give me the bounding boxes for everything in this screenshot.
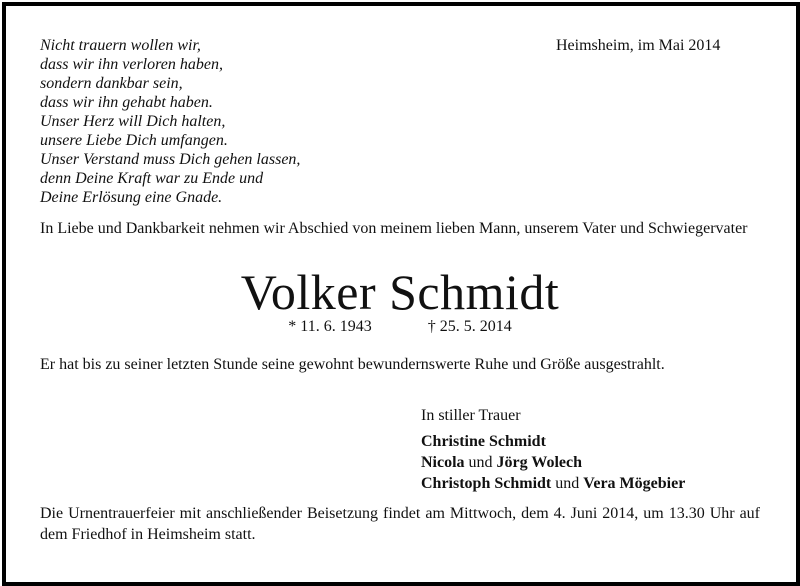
birth-date: * 11. 6. 1943 — [288, 318, 372, 335]
conjunction: und — [555, 475, 580, 492]
mourner-name: Christoph Schmidt — [421, 475, 552, 492]
poem-line: denn Deine Kraft war zu Ende und — [40, 170, 264, 187]
life-dates — [0, 317, 800, 337]
poem-line: dass wir ihn gehabt haben. — [40, 94, 213, 111]
mourner-row — [421, 452, 685, 473]
mourner-name: Vera Mögebier — [583, 475, 686, 492]
mourner-name: Nicola — [421, 454, 465, 471]
mourners-block — [421, 405, 685, 494]
mourner-name: Jörg Wolech — [496, 454, 583, 471]
poem-line: dass wir ihn verloren haben, — [40, 56, 223, 73]
poem-line: unsere Liebe Dich umfangen. — [40, 132, 228, 149]
poem — [40, 36, 300, 207]
poem-line: Unser Herz will Dich halten, — [40, 113, 226, 130]
mourner-row — [421, 431, 685, 452]
poem-line: sondern dankbar sein, — [40, 75, 183, 92]
mourner-name: Christine Schmidt — [421, 433, 546, 450]
poem-line: Deine Erlösung eine Gnade. — [40, 189, 223, 206]
funeral-notice: Die Urnentrauerfeier mit anschließender Beisetzung findet am Mittwoch, dem 4. Juni 2014, um 13.30 Uhr auf dem Friedhof in Heimsheim statt. — [40, 505, 760, 543]
place-date: Heimsheim, im Mai 2014 — [556, 37, 721, 54]
mourner-row — [421, 473, 685, 494]
deceased-name: Volker Schmidt — [240, 264, 560, 320]
tribute-text: Er hat bis zu seiner letzten Stunde seine gewohnt bewundernswerte Ruhe und Größe ausgestrahlt. — [40, 356, 665, 373]
poem-line: Unser Verstand muss Dich gehen lassen, — [40, 151, 301, 168]
mourners-heading: In stiller Trauer — [421, 407, 521, 424]
poem-line: Nicht trauern wollen wir, — [40, 37, 201, 54]
intro-text: In Liebe und Dankbarkeit nehmen wir Abschied von meinem lieben Mann, unserem Vater und Schwiegervater — [40, 220, 748, 237]
conjunction: und — [468, 454, 493, 471]
death-date: † 25. 5. 2014 — [427, 318, 512, 335]
